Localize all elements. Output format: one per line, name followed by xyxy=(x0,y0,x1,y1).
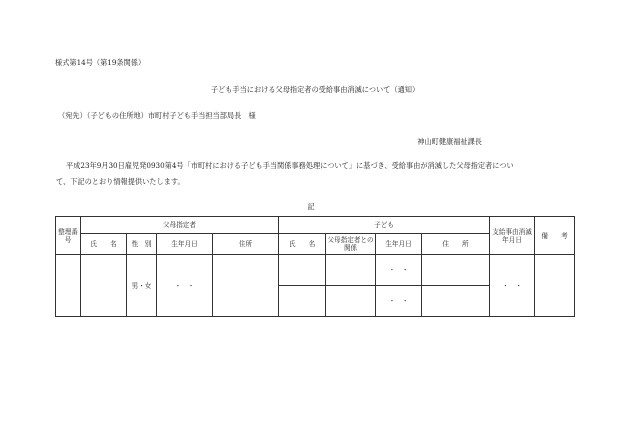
form-number: 様式第14号（第19条関係） xyxy=(55,58,146,67)
header-kodomo-group-label: 子ども xyxy=(374,221,394,229)
cell-kodomo-birthdate-1 xyxy=(376,255,422,286)
header-kodomo-name xyxy=(279,234,326,255)
cell-kodomo-name-1 xyxy=(279,255,326,286)
header-kodomo-relation-label: 父母指定者との関係 xyxy=(327,236,374,252)
table-row xyxy=(56,255,575,286)
cell-kodomo-relation-1 xyxy=(326,255,376,286)
document-title: 子ども手当における父母指定者の受給事由消滅について（通知） xyxy=(210,85,420,94)
cell-fubo-name xyxy=(81,255,127,317)
fubo-birthdate-value: ・ ・ xyxy=(174,281,195,290)
cell-biko xyxy=(535,255,575,317)
header-biko-label: 備 考 xyxy=(541,231,568,240)
gender-value: 男・女 xyxy=(131,281,152,290)
addressee-line: （宛先）（子どもの住所地）市町村子ども手当担当部局長 様 xyxy=(58,111,256,120)
header-fubo-birthdate xyxy=(157,234,213,255)
kodomo-birthdate-2-value: ・ ・ xyxy=(388,297,409,305)
notification-table xyxy=(55,216,575,317)
header-kodomo-relation xyxy=(326,234,376,255)
header-biko xyxy=(535,217,575,255)
kodomo-birthdate-1-value: ・ ・ xyxy=(388,266,409,274)
header-fubo-name xyxy=(81,234,127,255)
cell-kodomo-name-2 xyxy=(279,286,326,317)
ki-heading: 記 xyxy=(307,202,315,211)
header-shokyu-date-label: 支給事由消滅年月日 xyxy=(492,227,532,244)
cell-kodomo-address-2 xyxy=(422,286,490,317)
header-kodomo-group xyxy=(279,217,490,234)
header-seiri-bango xyxy=(56,217,81,255)
body-text-line-1: 平成23年9月30日雇児発0930第4号「市町村における子ども手当関係事務処理について」に基づき、受給事由が消滅した父母指定者につい xyxy=(66,161,514,170)
header-shokyu-date xyxy=(490,217,535,255)
header-kodomo-birthdate xyxy=(376,234,422,255)
shokyu-date-value: ・ ・ xyxy=(502,281,522,290)
sender-line: 神山町健康福祉課長 xyxy=(417,137,482,146)
header-seiri-bango-label: 整理番号 xyxy=(58,227,78,244)
header-kodomo-address xyxy=(422,234,490,255)
header-kodomo-birthdate-label: 生年月日 xyxy=(385,240,412,248)
header-fubo-birthdate-label: 生年月日 xyxy=(171,240,198,248)
header-fubo-group xyxy=(81,217,279,234)
cell-seiri-bango xyxy=(56,255,81,317)
header-fubo-name-label: 氏 名 xyxy=(90,240,117,248)
header-fubo-gender xyxy=(127,234,157,255)
header-kodomo-address-label: 住 所 xyxy=(442,240,469,248)
body-text-line-2: て、下記のとおり情報提供いたします。 xyxy=(56,177,185,186)
header-fubo-gender-label: 性 別 xyxy=(131,240,152,248)
cell-fubo-birthdate xyxy=(157,255,213,317)
cell-kodomo-relation-2 xyxy=(326,286,376,317)
header-fubo-address-label: 住所 xyxy=(238,240,253,248)
cell-kodomo-address-1 xyxy=(422,255,490,286)
cell-fubo-gender xyxy=(127,255,157,317)
header-fubo-address xyxy=(213,234,279,255)
cell-shokyu-date xyxy=(490,255,535,317)
cell-kodomo-birthdate-2 xyxy=(376,286,422,317)
header-fubo-group-label: 父母指定者 xyxy=(163,221,196,229)
cell-fubo-address xyxy=(213,255,279,317)
header-kodomo-name-label: 氏 名 xyxy=(288,240,316,248)
